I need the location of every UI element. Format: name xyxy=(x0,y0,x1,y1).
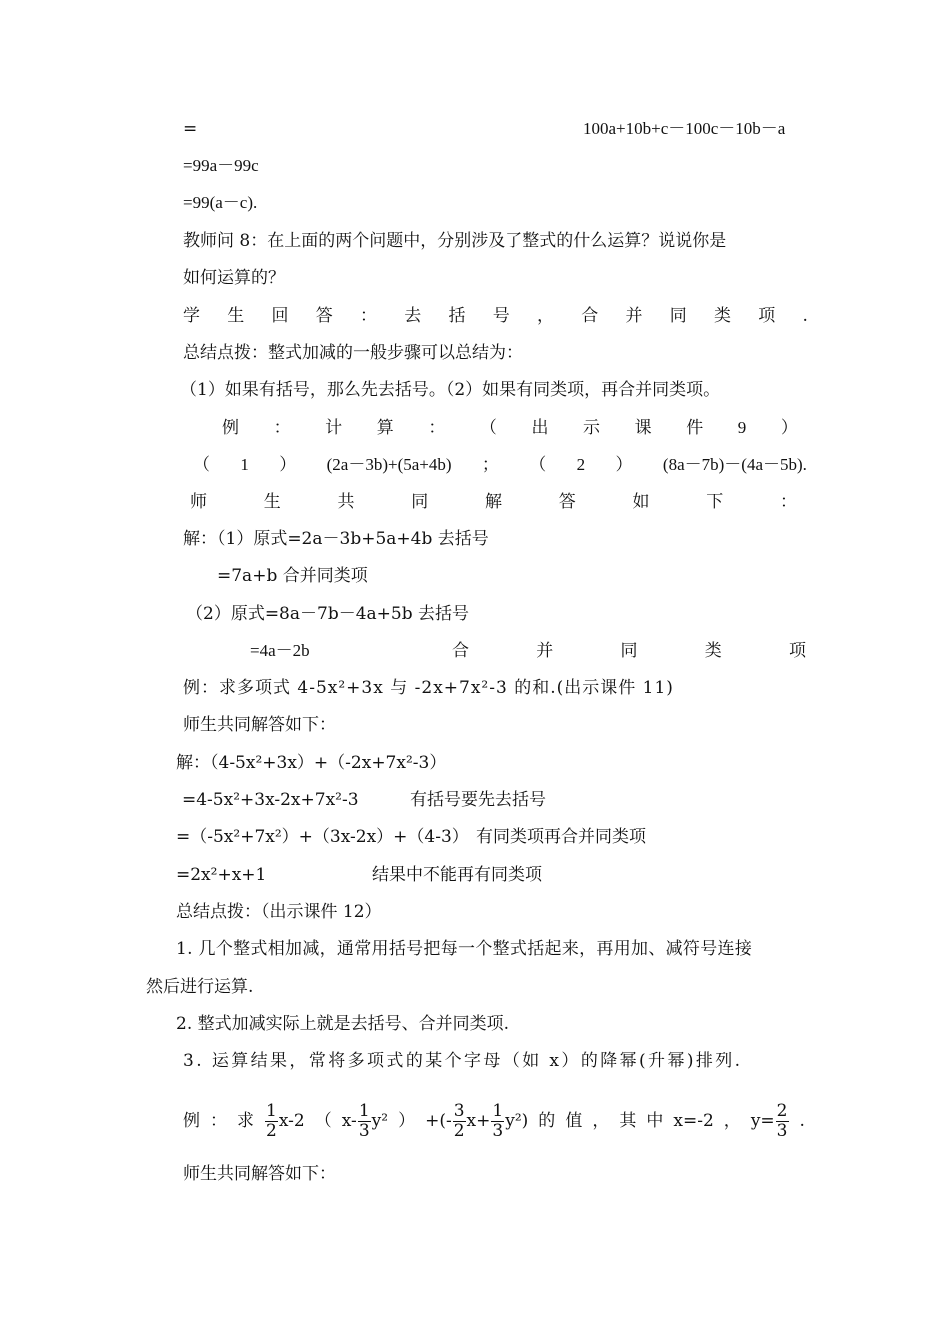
solution-3-note-4: 结果中不能再有同类项 xyxy=(372,865,542,885)
fraction-one-half: $\frac{1}{2}$ xyxy=(266,1100,277,1141)
text-token: 例 xyxy=(222,418,239,437)
text-token: ） xyxy=(615,455,633,474)
solution-3-note-3: 有同类项再合并同类项 xyxy=(476,827,646,847)
fraction-one-third-2: $\frac{1}{3}$ xyxy=(492,1100,504,1141)
text-token: 9 xyxy=(737,418,747,437)
example-3-period: . xyxy=(799,1111,805,1131)
example-3-term-1: $\frac{1}{2}$ x-2 xyxy=(266,1100,305,1141)
text-token: ： xyxy=(780,492,797,512)
text-token: 括 xyxy=(448,306,466,326)
example-3-term-3: +(- $\frac{3}{2}$ x+ $\frac{1}{3}$ y²) xyxy=(425,1100,529,1141)
example-3-term-2: x- $\frac{1}{3}$ y² xyxy=(341,1100,389,1141)
text-token: 合 xyxy=(452,641,469,661)
text-token: 项 xyxy=(789,641,806,661)
solution-2-result: =4a－2b xyxy=(250,641,310,660)
text-token: 件 xyxy=(686,418,704,437)
example-3-zhong: 中 xyxy=(646,1111,664,1131)
text-token: 答 xyxy=(315,306,333,326)
text-token: 去 xyxy=(404,306,422,326)
example-2-heading: 例：求多项式 4-5x²+3x 与 -2x+7x²-3 的和.(出示课件 11) xyxy=(183,678,674,698)
summary-point-2: 2. 整式加减实际上就是去括号、合并同类项. xyxy=(176,1014,510,1034)
text-token: 回 xyxy=(271,306,289,326)
fraction-three-halves: $\frac{3}{2}$ xyxy=(453,1100,465,1141)
text-token: 并 xyxy=(536,641,554,661)
text-token: 示 xyxy=(583,418,601,437)
text-token: ： xyxy=(360,306,377,326)
solution-3-step-4: =2x²+x+1 xyxy=(176,865,267,885)
text-token: 师 xyxy=(190,492,207,512)
example-3-comma-2: ， xyxy=(723,1111,741,1131)
text-token: . xyxy=(802,306,808,326)
example-3-de: 的 xyxy=(538,1111,556,1131)
text-token: 下 xyxy=(706,492,724,512)
solution-1-step-1: 解：（1）原式=2a－3b+5a+4b 去括号 xyxy=(183,529,489,549)
text-token: 合 xyxy=(581,306,599,326)
text-token: 号 xyxy=(492,306,510,326)
equation-sign: = xyxy=(183,119,198,139)
text-token: 算 xyxy=(376,418,394,437)
example-3-y-value: y= $\frac{2}{3}$ xyxy=(750,1100,788,1141)
text-token: 2 xyxy=(576,455,586,474)
text-token: ： xyxy=(273,418,291,437)
text-token: 解 xyxy=(485,492,502,512)
summary-point-1-cont: 然后进行运算. xyxy=(146,977,254,997)
fraction-one-third: $\frac{1}{3}$ xyxy=(358,1100,370,1141)
text-token: 生 xyxy=(263,492,281,512)
text-token: 同 xyxy=(620,641,638,661)
fraction-two-thirds: $\frac{2}{3}$ xyxy=(776,1100,788,1141)
text-token: ： xyxy=(428,418,446,437)
equation-expansion: 100a+10b+c－100c－10b－a xyxy=(583,119,786,138)
student-answer xyxy=(183,305,808,327)
text-token: ， xyxy=(537,306,554,326)
text-token: 项 xyxy=(758,306,776,326)
text-token: 类 xyxy=(714,306,731,326)
solution-1-step-2: =7a+b 合并同类项 xyxy=(217,566,368,586)
text-token: 计 xyxy=(325,418,343,437)
solution-3-step-3: =（-5x²+7x²）+（3x-2x）+（4-3） xyxy=(176,827,469,847)
teacher-question-8-cont: 如何运算的？ xyxy=(183,268,285,288)
text-token: 学 xyxy=(183,306,200,326)
example-3-qi: 其 xyxy=(619,1111,637,1131)
text-token: （ xyxy=(479,418,497,437)
example-3-qiu: 求 xyxy=(237,1111,255,1131)
example-3-comma: ， xyxy=(592,1111,610,1131)
summary-title-2: 总结点拨：（出示课件 12） xyxy=(176,902,382,922)
example-3-x-value: x=-2 xyxy=(673,1111,714,1131)
text-token: 答 xyxy=(558,492,576,512)
solution-2-step-1: （2）原式=8a－7b－4a+5b 去括号 xyxy=(186,604,470,624)
solution-2-note xyxy=(452,640,806,662)
text-token: ； xyxy=(481,455,499,474)
text-token: 1 xyxy=(240,455,249,474)
joint-solution-heading xyxy=(190,491,797,513)
text-token: (8a－7b)－(4a－5b). xyxy=(662,455,807,474)
equation-step-3: =99(a－c). xyxy=(183,193,258,212)
text-token: 同 xyxy=(669,306,687,326)
example-3-lparen: （ xyxy=(314,1111,332,1131)
example-3-label: 例 xyxy=(183,1111,200,1131)
text-token: (2a－3b)+(5a+4b) xyxy=(326,455,452,474)
example-1-heading xyxy=(222,417,798,439)
text-token: 课 xyxy=(634,418,652,437)
equation-step-2: =99a－99c xyxy=(183,156,259,175)
text-token: 类 xyxy=(704,641,722,661)
text-token: （ xyxy=(529,455,547,474)
example-1-items xyxy=(193,454,807,476)
text-token: 如 xyxy=(632,492,650,512)
text-token: 同 xyxy=(411,492,429,512)
example-3-zhi: 值 xyxy=(565,1111,583,1131)
joint-solution-3: 师生共同解答如下： xyxy=(183,1164,336,1184)
text-token: 出 xyxy=(531,418,549,437)
summary-point-1: 1. 几个整式相加减，通常用括号把每一个整式括起来，再用加、减符号连接 xyxy=(176,939,753,959)
text-token: 生 xyxy=(227,306,245,326)
teacher-question-8: 教师问 8：在上面的两个问题中，分别涉及了整式的什么运算？说说你是 xyxy=(183,231,727,251)
text-token: 并 xyxy=(625,306,643,326)
example-3-rparen: ） xyxy=(398,1111,416,1131)
text-token: （ xyxy=(193,455,210,474)
example-3-colon: ： xyxy=(210,1111,228,1131)
solution-3-note-2: 有括号要先去括号 xyxy=(410,790,546,810)
solution-3-step-2: =4-5x²+3x-2x+7x²-3 xyxy=(182,790,359,810)
example-3 xyxy=(183,1101,805,1141)
summary-title-1: 总结点拨：整式加减的一般步骤可以总结为： xyxy=(183,343,523,363)
text-token: ） xyxy=(780,418,798,437)
summary-point-3: 3. 运算结果，常将多项式的某个字母（如 x）的降幂(升幂)排列. xyxy=(183,1051,743,1071)
solution-3-step-1: 解：（4-5x²+3x）+（-2x+7x²-3） xyxy=(176,753,447,773)
summary-steps: （1）如果有括号，那么先去括号。（2）如果有同类项，再合并同类项。 xyxy=(180,380,721,400)
text-token: 共 xyxy=(337,492,355,512)
text-token: ） xyxy=(279,455,297,474)
joint-solution-2: 师生共同解答如下： xyxy=(183,715,336,735)
